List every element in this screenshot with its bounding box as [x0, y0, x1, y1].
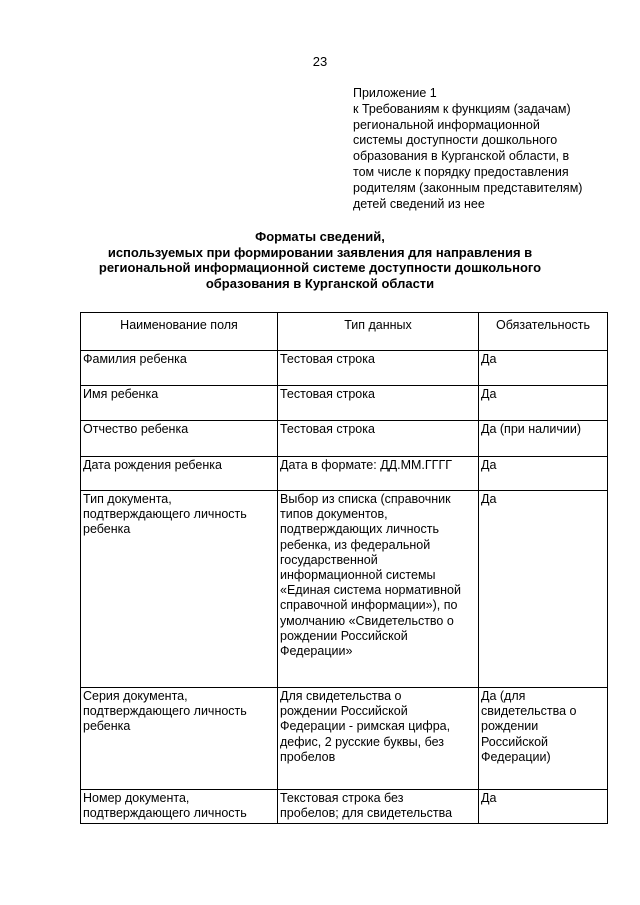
cell-line: Тестовая строка: [280, 422, 375, 436]
cell-line: рождении Российской: [280, 704, 408, 719]
cell-line: Тип документа,: [83, 492, 172, 506]
cell-line: Дата в формате: ДД.ММ.ГГГГ: [280, 458, 452, 472]
cell-line: Имя ребенка: [83, 387, 159, 401]
cell-line: Фамилия ребенка: [83, 352, 187, 366]
appendix-line: Приложение 1: [353, 86, 437, 100]
cell-line: умолчанию «Свидетельство о: [280, 613, 454, 628]
cell-required: [479, 688, 608, 790]
cell-line: пробелов: [280, 749, 336, 764]
cell-field-name: [81, 351, 278, 386]
table-row: [81, 491, 608, 688]
cell-field-name: [81, 421, 278, 457]
cell-line: Да: [481, 791, 497, 805]
cell-line: подтверждающего личность: [83, 507, 247, 522]
table-row: [81, 386, 608, 421]
cell-line: Дата рождения ребенка: [83, 458, 222, 472]
heading-line: используемых при формировании заявления для направления в: [107, 244, 533, 260]
cell-line: ребенка: [83, 719, 131, 734]
cell-data-type: [278, 688, 479, 790]
cell-line: дефис, 2 русские буквы, без: [280, 734, 445, 749]
header-required: Обязательность: [479, 313, 608, 351]
table-row: [81, 421, 608, 457]
cell-data-type: [278, 457, 479, 491]
header-field-name: Наименование поля: [81, 313, 278, 351]
document-heading: [0, 229, 640, 291]
cell-line: ребенка: [83, 522, 131, 537]
cell-line: Да: [481, 387, 497, 401]
cell-line: подтверждающего личность: [83, 806, 247, 821]
cell-field-name: [81, 688, 278, 790]
cell-line: Да: [481, 492, 497, 506]
cell-required: [479, 457, 608, 491]
appendix-line: региональной информационной: [353, 117, 540, 132]
page-number: 23: [312, 54, 328, 69]
cell-data-type: [278, 491, 479, 688]
cell-line: Федерации - римская цифра,: [280, 719, 451, 734]
cell-field-name: [81, 790, 278, 824]
header-data-type: Тип данных: [278, 313, 479, 351]
cell-line: ребенка, из федеральной: [280, 537, 431, 552]
cell-line: рождении: [481, 719, 539, 734]
heading-line: региональной информационной системе доступности дошкольного: [98, 260, 542, 275]
table-row: [81, 457, 608, 491]
heading-line: Форматы сведений,: [255, 229, 385, 244]
cell-data-type: [278, 790, 479, 824]
heading-line: образования в Курганской области: [205, 275, 435, 291]
cell-line: Тестовая строка: [280, 352, 375, 366]
appendix-line: родителям (законным представителям): [353, 180, 583, 195]
appendix-line: образования в Курганской области, в: [353, 149, 570, 164]
table-row: [81, 688, 608, 790]
cell-line: Отчество ребенка: [83, 422, 189, 436]
cell-line: Российской: [481, 734, 548, 749]
appendix-line: к Требованиям к функциям (задачам): [353, 101, 571, 116]
cell-line: Федерации»: [280, 644, 353, 659]
cell-line: справочной информации»), по: [280, 598, 458, 613]
cell-field-name: [81, 491, 278, 688]
cell-data-type: [278, 421, 479, 457]
cell-line: Да (для: [481, 689, 526, 703]
cell-line: рождении Российской: [280, 628, 408, 643]
table-row: [81, 790, 608, 824]
cell-line: Да: [481, 352, 497, 366]
fields-table: [80, 312, 608, 824]
appendix-line: том числе к порядку предоставления: [353, 164, 569, 179]
cell-line: подтверждающего личность: [83, 704, 247, 719]
table-row: [81, 351, 608, 386]
cell-line: Тестовая строка: [280, 387, 375, 401]
cell-required: [479, 351, 608, 386]
appendix-line: детей сведений из нее: [353, 196, 485, 211]
cell-field-name: [81, 457, 278, 491]
cell-required: [479, 386, 608, 421]
cell-line: «Единая система нормативной: [280, 583, 461, 598]
appendix-line: системы доступности дошкольного: [353, 133, 558, 148]
cell-line: Выбор из списка (справочник: [280, 492, 451, 506]
cell-line: Да (при наличии): [481, 422, 581, 436]
cell-line: Да: [481, 458, 497, 472]
cell-line: Текстовая строка без: [280, 791, 404, 805]
cell-line: Серия документа,: [83, 689, 188, 703]
cell-line: Номер документа,: [83, 791, 190, 805]
appendix-note: [353, 86, 623, 212]
cell-data-type: [278, 351, 479, 386]
cell-line: Федерации): [481, 749, 551, 764]
cell-line: информационной системы: [280, 568, 436, 583]
cell-field-name: [81, 386, 278, 421]
cell-line: государственной: [280, 552, 378, 567]
cell-required: [479, 491, 608, 688]
cell-line: свидетельства о: [481, 704, 577, 719]
table-header-row: [81, 313, 608, 351]
cell-required: [479, 421, 608, 457]
cell-line: Для свидетельства о: [280, 689, 402, 703]
cell-data-type: [278, 386, 479, 421]
cell-required: [479, 790, 608, 824]
cell-line: типов документов,: [280, 507, 388, 522]
cell-line: подтверждающих личность: [280, 522, 439, 537]
cell-line: пробелов; для свидетельства: [280, 806, 453, 821]
